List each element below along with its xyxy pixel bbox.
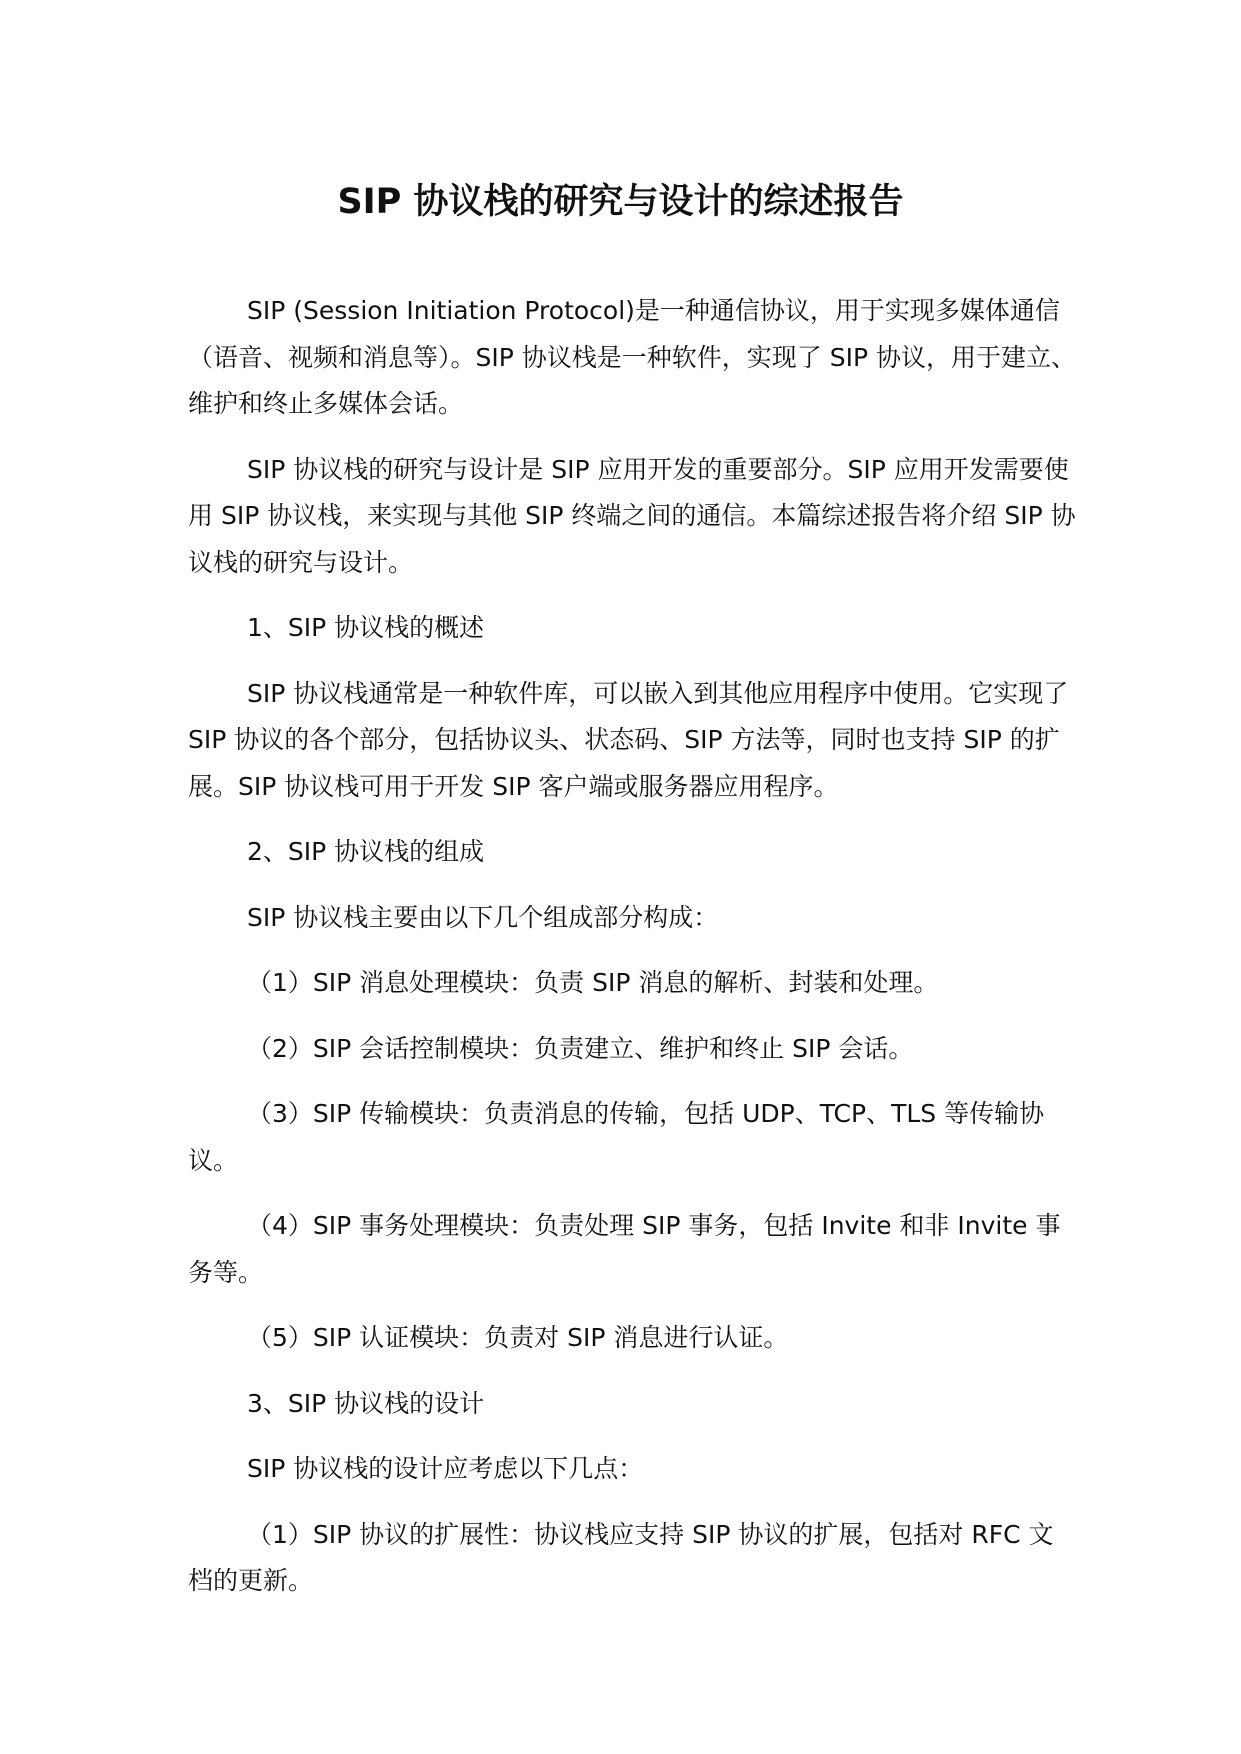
list-item-extensibility: （1）SIP 协议的扩展性：协议栈应支持 SIP 协议的扩展，包括对 RFC 文档的更新。 — [188, 1519, 1054, 1595]
paragraph-purpose: SIP 协议栈的研究与设计是 SIP 应用开发的重要部分。SIP 应用开发需要使用 SIP 协议栈，来实现与其他 SIP 终端之间的通信。本篇综述报告将介绍 SIP 协议栈的研究与设计。 — [188, 454, 1076, 577]
section-heading-overview: 1、SIP 协议栈的概述 — [247, 613, 485, 642]
section-heading-components: 2、SIP 协议栈的组成 — [247, 837, 485, 866]
paragraph-overview: SIP 协议栈通常是一种软件库，可以嵌入到其他应用程序中使用。它实现了 SIP 协议的各个部分，包括协议头、状态码、SIP 方法等，同时也支持 SIP 的扩展。SIP 协议栈可用于开发 SIP 客户端或服务器应用程序。 — [188, 678, 1069, 801]
list-item-auth-module: （5）SIP 认证模块：负责对 SIP 消息进行认证。 — [247, 1323, 789, 1352]
list-item-transaction-module: （4）SIP 事务处理模块：负责处理 SIP 事务，包括 Invite 和非 Invite 事务等。 — [188, 1211, 1061, 1287]
list-item-transport-module: （3）SIP 传输模块：负责消息的传输，包括 UDP、TCP、TLS 等传输协议。 — [188, 1099, 1045, 1175]
document-body — [188, 288, 1078, 1624]
section-heading-design: 3、SIP 协议栈的设计 — [247, 1388, 485, 1418]
paragraph-components-intro: SIP 协议栈主要由以下几个组成部分构成： — [247, 902, 719, 932]
paragraph-design-intro: SIP 协议栈的设计应考虑以下几点： — [247, 1454, 644, 1483]
list-item-message-module: （1）SIP 消息处理模块：负责 SIP 消息的解析、封装和处理。 — [247, 968, 939, 997]
paragraph-intro: SIP (Session Initiation Protocol)是一种通信协议，用于实现多媒体通信（语音、视频和消息等）。SIP 协议栈是一种软件，实现了 SIP 协议，用于建立、维护和终止多媒体会话。 — [188, 296, 1076, 418]
list-item-session-module: （2）SIP 会话控制模块：负责建立、维护和终止 SIP 会话。 — [247, 1033, 914, 1063]
page-title: SIP 协议栈的研究与设计的综述报告 — [337, 182, 904, 222]
